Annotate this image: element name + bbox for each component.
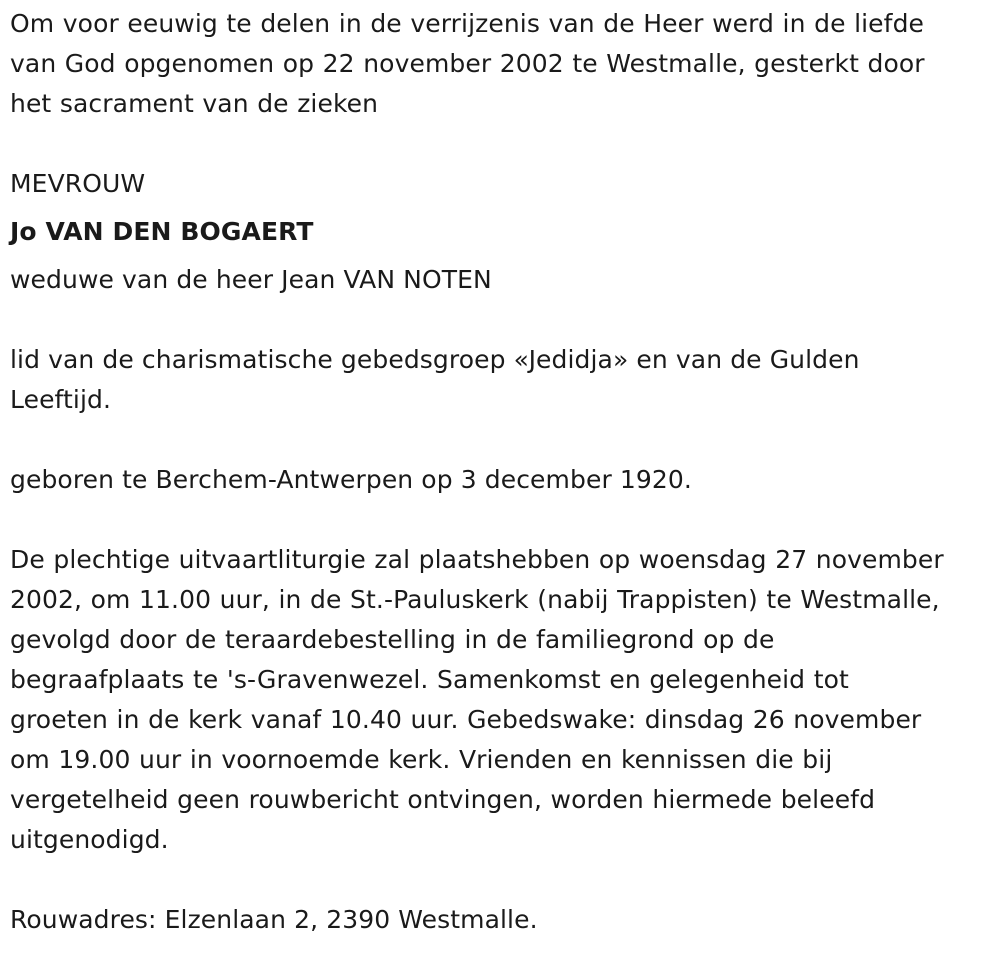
spacer (10, 860, 995, 900)
ceremony-paragraph (10, 540, 995, 860)
mourning-address: Rouwadres: Elzenlaan 2, 2390 Westmalle. (10, 905, 538, 934)
ceremony-line: groeten in de kerk vanaf 10.40 uur. Gebedswake: dinsdag 26 november (10, 705, 922, 734)
deceased-name: Jo VAN DEN BOGAERT (10, 217, 314, 246)
ceremony-line: De plechtige uitvaartliturgie zal plaatshebben op woensdag 27 november (10, 545, 944, 574)
obituary-notice (10, 4, 995, 940)
relation-line: weduwe van de heer Jean VAN NOTEN (10, 265, 492, 294)
ceremony-line: gevolgd door de teraardebestelling in de familiegrond op de (10, 625, 775, 654)
spacer (10, 124, 995, 164)
ceremony-line: uitgenodigd. (10, 825, 169, 854)
spacer (10, 300, 995, 340)
salutation: MEVROUW (10, 169, 146, 198)
spacer (10, 500, 995, 540)
membership-line: Leeftijd. (10, 385, 112, 414)
intro-line: het sacrament van de zieken (10, 89, 379, 118)
intro-paragraph (10, 4, 995, 124)
intro-line: van God opgenomen op 22 november 2002 te Westmalle, gesterkt door (10, 49, 925, 78)
ceremony-line: vergetelheid geen rouwbericht ontvingen, worden hiermede beleefd (10, 785, 876, 814)
spacer (10, 252, 995, 260)
ceremony-line: om 19.00 uur in voornoemde kerk. Vrienden en kennissen die bij (10, 745, 833, 774)
spacer (10, 420, 995, 460)
membership-paragraph (10, 340, 995, 420)
ceremony-line: 2002, om 11.00 uur, in de St.-Pauluskerk (nabij Trappisten) te Westmalle, (10, 585, 940, 614)
ceremony-line: begraafplaats te 's-Gravenwezel. Samenkomst en gelegenheid tot (10, 665, 849, 694)
spacer (10, 204, 995, 212)
intro-line: Om voor eeuwig te delen in de verrijzenis van de Heer werd in de liefde (10, 9, 925, 38)
birth-line: geboren te Berchem-Antwerpen op 3 december 1920. (10, 465, 692, 494)
membership-line: lid van de charismatische gebedsgroep «Jedidja» en van de Gulden (10, 345, 860, 374)
